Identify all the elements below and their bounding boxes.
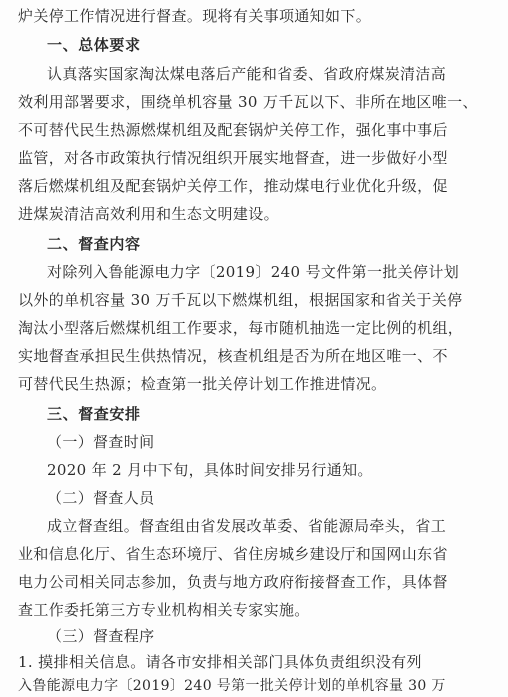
body-text-line: 监管，对各市政策执行情况组织开展实地督查，进一步做好小型: [18, 149, 448, 167]
body-text-line: 不可替代民生热源燃煤机组及配套锅炉关停工作，强化事中事后: [18, 121, 448, 139]
body-text-line: 成立督查组。督查组由省发展改革委、省能源局牵头，省工: [47, 517, 447, 535]
subsection-heading: （一）督查时间: [47, 433, 155, 451]
section-heading-2: 二、督查内容: [47, 235, 141, 253]
body-text-line: 1. 摸排相关信息。请各市安排相关部门具体负责组织没有列: [18, 653, 422, 671]
section-heading-1: 一、总体要求: [47, 36, 141, 54]
subsection-heading: （三）督查程序: [47, 627, 155, 645]
body-text-line: 入鲁能源电力字〔2019〕240 号第一批关停计划的单机容量 30 万: [18, 678, 446, 694]
body-text-line: 进煤炭清洁高效利用和生态文明建设。: [18, 205, 279, 223]
body-text-line: 认真落实国家淘汰煤电落后产能和省委、省政府煤炭清洁高: [47, 65, 447, 83]
body-text-line: 电力公司相关同志参加，负责与地方政府衔接督查工作，具体督: [18, 573, 448, 591]
body-text-line: 效利用部署要求，围绕单机容量 30 万千瓦以下、非所在地区唯一、: [18, 93, 478, 111]
body-text-line: 可替代民生热源；检查第一批关停计划工作推进情况。: [18, 375, 387, 393]
body-text-line: 落后燃煤机组及配套锅炉关停工作，推动煤电行业优化升级，促: [18, 177, 448, 195]
section-heading-3: 三、督查安排: [47, 405, 141, 423]
body-text-line: 对除列入鲁能源电力字〔2019〕240 号文件第一批关停计划: [47, 263, 460, 281]
body-text-line: 淘汰小型落后燃煤机组工作要求，每市随机抽选一定比例的机组，: [18, 319, 464, 337]
body-text-line: 业和信息化厅、省生态环境厅、省住房城乡建设厅和国网山东省: [18, 545, 448, 563]
body-text-line: 以外的单机容量 30 万千瓦以下燃煤机组，根据国家和省关于关停: [18, 291, 463, 309]
body-text-line: 实地督查承担民生供热情况，核查机组是否为所在地区唯一、不: [18, 347, 448, 365]
body-text-line: 炉关停工作情况进行督查。现将有关事项通知如下。: [18, 7, 372, 25]
body-text-line: 2020 年 2 月中下旬，具体时间安排另行通知。: [47, 461, 373, 479]
body-text-line: 查工作委托第三方专业机构相关专家实施。: [18, 601, 310, 619]
subsection-heading: （二）督查人员: [47, 489, 155, 507]
